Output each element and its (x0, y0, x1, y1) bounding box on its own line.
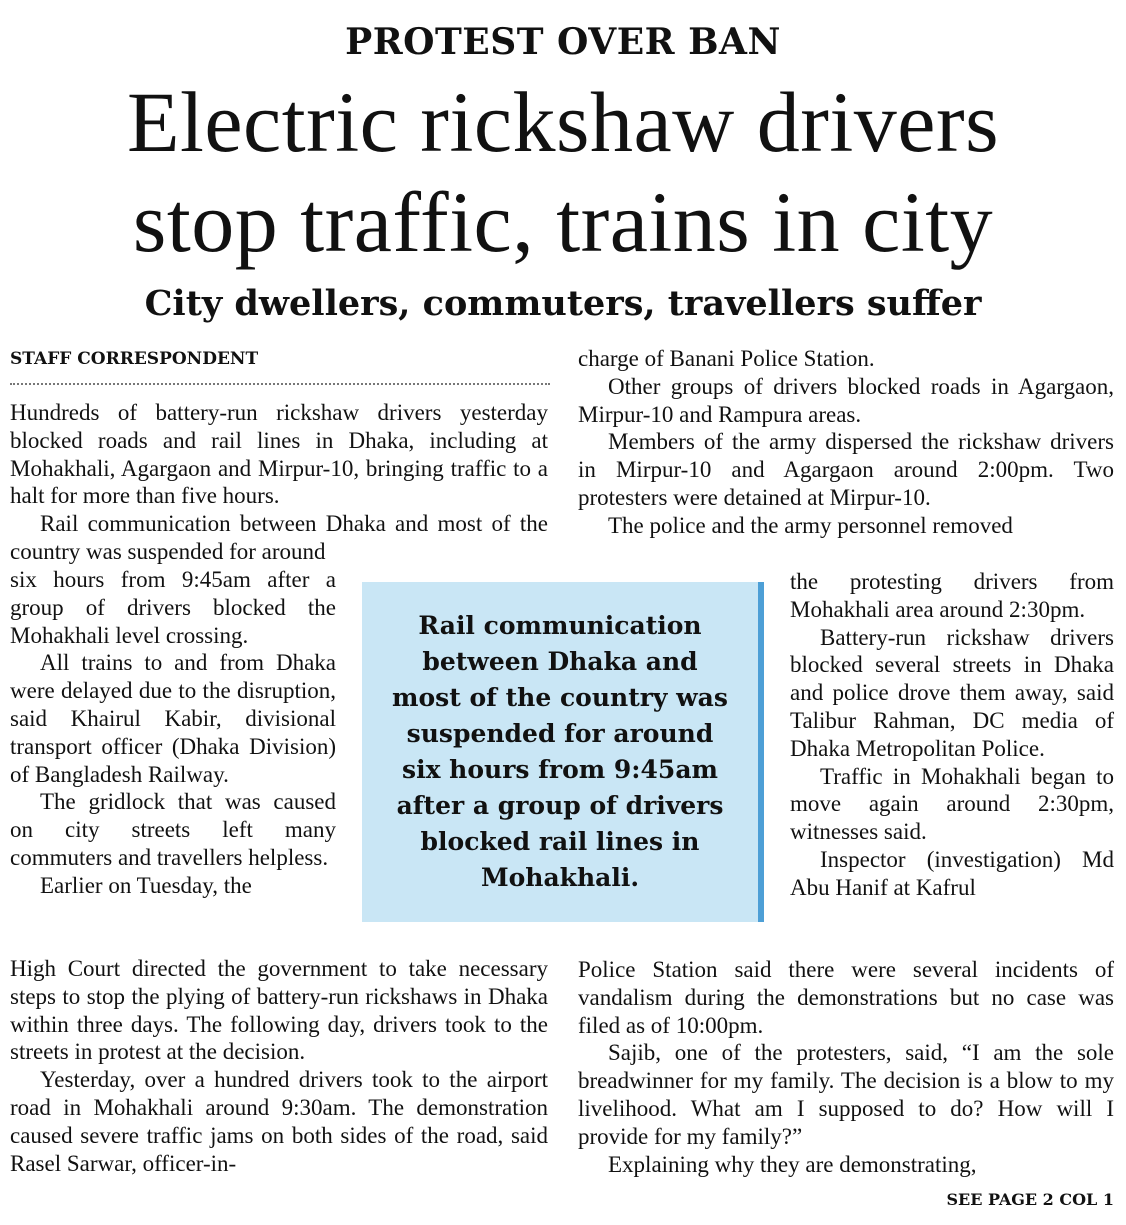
paragraph: Rail communication between Dhaka and most of the country was suspended for around (10, 511, 548, 564)
headline-line-2: stop traffic, trains in city (132, 174, 994, 270)
paragraph: Earlier on Tuesday, the (40, 872, 252, 898)
subheadline: City dwellers, commuters, travellers suffer (144, 283, 982, 324)
headline (0, 72, 1126, 272)
paragraph: Sajib, one of the protesters, said, “I am the sole breadwinner for my family. The decision is a blow to my livelihood. What am I supposed to do? How will I provide for my family?” (578, 1040, 1114, 1149)
paragraph: Yesterday, over a hundred drivers took to the airport road in Mohakhali around 9:30am. The demonstration caused severe traffic jams on both sides of the road, said Rasel Sarwar, officer-in- (10, 1067, 548, 1176)
right-col-top (578, 345, 1114, 540)
continuation-note: SEE PAGE 2 COL 1 (946, 1190, 1114, 1209)
paragraph: Explaining why they are demonstrating, (608, 1151, 977, 1177)
headline-line-1: Electric rickshaw drivers (126, 74, 1000, 170)
right-col-narrow (790, 568, 1114, 902)
right-col-bottom (578, 956, 1114, 1178)
paragraph: Hundreds of battery-run rickshaw drivers yesterday blocked roads and rail lines in Dhaka, including at Mohakhali, Agargaon and Mirpur-10, bringing traffic to a halt for more than five hours. (10, 400, 548, 509)
left-col-bottom (10, 955, 548, 1177)
paragraph: Members of the army dispersed the rickshaw drivers in Mirpur-10 and Agargaon around 2:00pm. Two protesters were detained at Mirpur-10. (578, 429, 1114, 510)
paragraph: Traffic in Mohakhali began to move again around 2:30pm, witnesses said. (790, 763, 1114, 845)
byline: STAFF CORRESPONDENT (10, 349, 259, 369)
paragraph: The police and the army personnel removed (608, 512, 1013, 538)
paragraph: High Court directed the government to take necessary steps to stop the plying of battery-run rickshaws in Dhaka within three days. The following day, drivers took to the streets in protest at the decision. (10, 956, 548, 1065)
pull-quote: Rail communication between Dhaka and most of the country was suspended for around six hours from 9:45am after a group of drivers blocked rail lines in Mohakhali. (392, 611, 728, 892)
paragraph: The gridlock that was caused on city streets left many commuters and travellers helpless. (10, 789, 336, 870)
paragraph: Other groups of drivers blocked roads in Agargaon, Mirpur-10 and Rampura areas. (578, 373, 1114, 427)
left-col-top (10, 399, 548, 566)
paragraph: the protesting drivers from Mohakhali area around 2:30pm. (790, 569, 1114, 622)
paragraph: All trains to and from Dhaka were delayed due to the disruption, said Khairul Kabir, divisional transport officer (Dhaka Division) of Bangladesh Railway. (10, 650, 336, 787)
byline-divider (10, 383, 550, 385)
paragraph: Inspector (investigation) Md Abu Hanif at Kafrul (790, 846, 1114, 900)
left-col-narrow (10, 566, 336, 900)
paragraph: charge of Banani Police Station. (578, 346, 875, 371)
paragraph: six hours from 9:45am after a group of drivers blocked the Mohakhali level crossing. (10, 567, 336, 648)
paragraph: Battery-run rickshaw drivers blocked several streets in Dhaka and police drove them away, said Talibur Rahman, DC media of Dhaka Metropolitan Police. (790, 624, 1114, 761)
kicker: PROTEST OVER BAN (345, 21, 781, 63)
paragraph: Police Station said there were several incidents of vandalism during the demonstrations but no case was filed as of 10:00pm. (578, 957, 1114, 1038)
pull-quote-box (362, 582, 764, 922)
